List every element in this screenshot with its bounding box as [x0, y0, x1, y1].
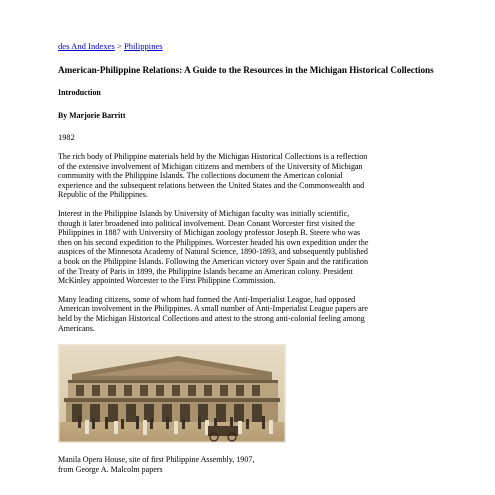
breadcrumb — [58, 41, 438, 52]
paragraph-line: Philippines in 1887 with University of Michigan zoology professor Joseph B. Steere who was — [58, 228, 361, 238]
paragraph-line: held by the Michigan Historical Collections and attest to the strong anti-colonial feeling among — [58, 313, 365, 323]
opera-house-photo — [58, 344, 286, 443]
opera-house-photo-drawing — [58, 344, 286, 443]
paragraph-2 — [58, 209, 438, 286]
paragraph-line: Interest in the Philippine Islands by University of Michigan faculty was initially scientific, — [58, 208, 350, 218]
paragraph-line: McKinley appointed Worcester to the First Philippine Commission. — [58, 276, 276, 286]
caption-line: from George A. Malcolm papers — [58, 464, 163, 474]
author-byline: By Marjorie Barritt — [58, 111, 126, 120]
paragraph-line: community with the Philippine Islands. The collections document the American colonial — [58, 171, 343, 181]
paragraph-line: then on his second expedition to the Philippines. Worcester headed his own expedition under the — [58, 237, 369, 247]
paragraph-line: The rich body of Philippine materials held by the Michigan Historical Collections is a reflection — [58, 152, 368, 161]
paragraph-1 — [58, 152, 438, 200]
paragraph-line: Americans. — [58, 323, 95, 333]
breadcrumb-link-philippines[interactable]: Philippines — [123, 41, 163, 51]
paragraph-3 — [58, 295, 438, 333]
document-page — [58, 41, 438, 474]
photo-caption — [58, 455, 438, 474]
paragraph-line: auspices of the Minnesota Academy of Natural Science, 1890-1893, and subsequently published — [58, 247, 368, 257]
publication-year: 1982 — [58, 133, 75, 142]
paragraph-line: though it later broadened into political involvement. Dean Conant Worcester first visited the — [58, 218, 355, 228]
breadcrumb-link-indexes[interactable]: des And Indexes — [58, 41, 115, 51]
page-title: American-Philippine Relations: A Guide to the Resources in the Michigan Historical Collections — [58, 65, 434, 75]
paragraph-line: experience and the subsequent relations between the United States and the Commonwealth and — [58, 180, 365, 190]
paragraph-line: Many leading citizens, some of whom had formed the Anti-Imperialist League, had opposed — [58, 294, 356, 304]
paragraph-line: a book on the Philippine Islands. Following the American victory over Spain and the ratification — [58, 256, 368, 266]
paragraph-line: of the extensive involvement of Michigan citizens and members of the University of Michigan — [58, 161, 363, 171]
breadcrumb-separator: > — [114, 41, 124, 51]
caption-line: Manila Opera House, site of first Philippine Assembly, 1907, — [58, 455, 255, 465]
paragraph-line: American involvement in the Philippines. A small number of Anti-Imperialist League papers are — [58, 304, 368, 314]
paragraph-line: of the Treaty of Paris in 1899, the Philippine Islands became an American colony. President — [58, 266, 353, 276]
paragraph-line: Republic of the Philippines. — [58, 190, 148, 200]
section-heading: Introduction — [58, 88, 101, 97]
